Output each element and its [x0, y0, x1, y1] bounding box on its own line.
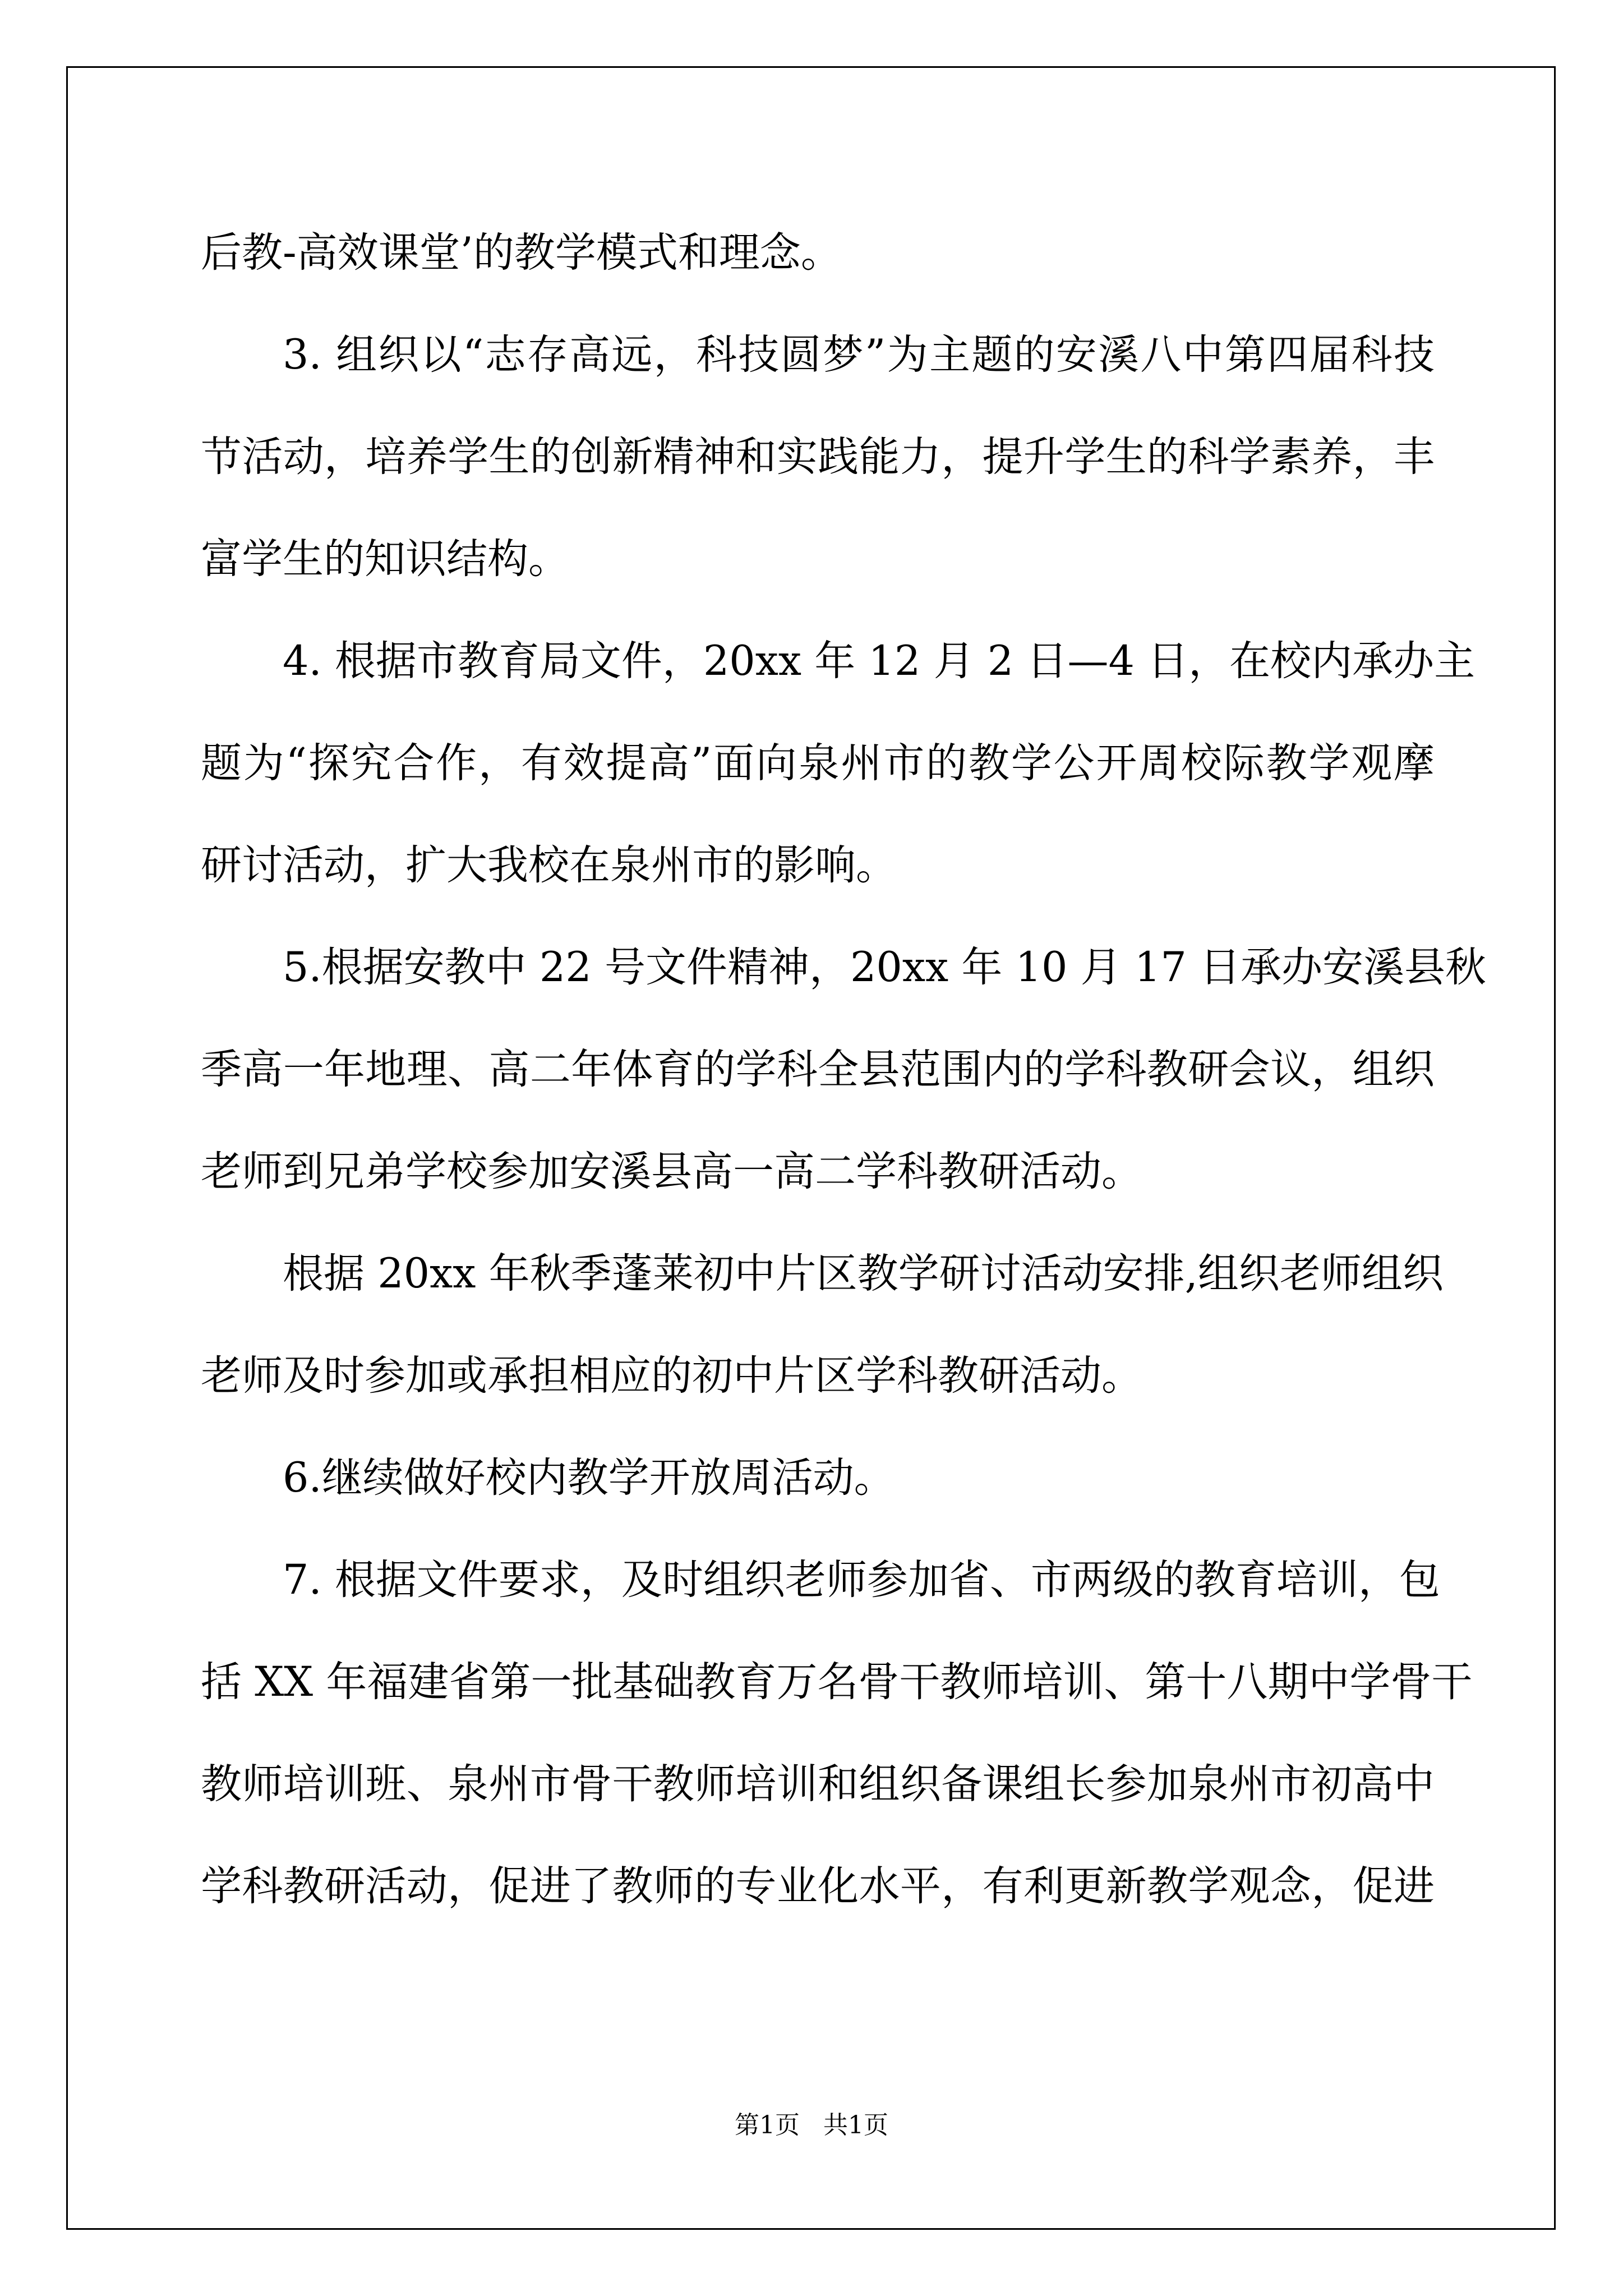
text-line: 6.继续做好校内教学开放周活动。: [283, 1454, 895, 1502]
text-line: 老师及时参加或承担相应的初中片区学科教研活动。: [201, 1352, 1142, 1400]
text-line: 4. 根据市教育局文件，20xx 年 12 月 2 日—4 日，在校内承办主: [283, 637, 1476, 685]
text-line: 学科教研活动，促进了教师的专业化水平，有利更新教学观念，促进: [201, 1862, 1435, 1910]
document-body: [201, 202, 1486, 1938]
text-line: 3. 组织以“志存高远，科技圆梦”为主题的安溪八中第四届科技: [283, 331, 1435, 379]
text-line: 后教-高效课堂’的教学模式和理念。: [201, 229, 842, 277]
text-line: 括 XX 年福建省第一批基础教育万名骨干教师培训、第十八期中学骨干: [201, 1658, 1473, 1706]
text-line: 7. 根据文件要求，及时组织老师参加省、市两级的教育培训，包: [283, 1556, 1440, 1604]
text-line: 5.根据安教中 22 号文件精神，20xx 年 10 月 17 日承办安溪县秋: [283, 944, 1486, 991]
text-line: 节活动，培养学生的创新精神和实践能力，提升学生的科学素养，丰: [201, 433, 1435, 481]
text-line: 题为“探究合作，有效提高”面向泉州市的教学公开周校际教学观摩: [201, 739, 1435, 787]
text-line: 老师到兄弟学校参加安溪县高一高二学科教研活动。: [201, 1148, 1142, 1195]
page-footer: 第1页 共1页: [735, 2111, 888, 2139]
text-line: 研讨活动，扩大我校在泉州市的影响。: [201, 841, 897, 889]
text-line: 根据 20xx 年秋季蓬莱初中片区教学研讨活动安排,组织老师组织: [283, 1250, 1444, 1297]
text-line: 季高一年地理、高二年体育的学科全县范围内的学科教研会议，组织: [201, 1046, 1435, 1093]
text-line: 教师培训班、泉州市骨干教师培训和组织备课组长参加泉州市初高中: [201, 1760, 1435, 1808]
text-line: 富学生的知识结构。: [201, 535, 569, 583]
